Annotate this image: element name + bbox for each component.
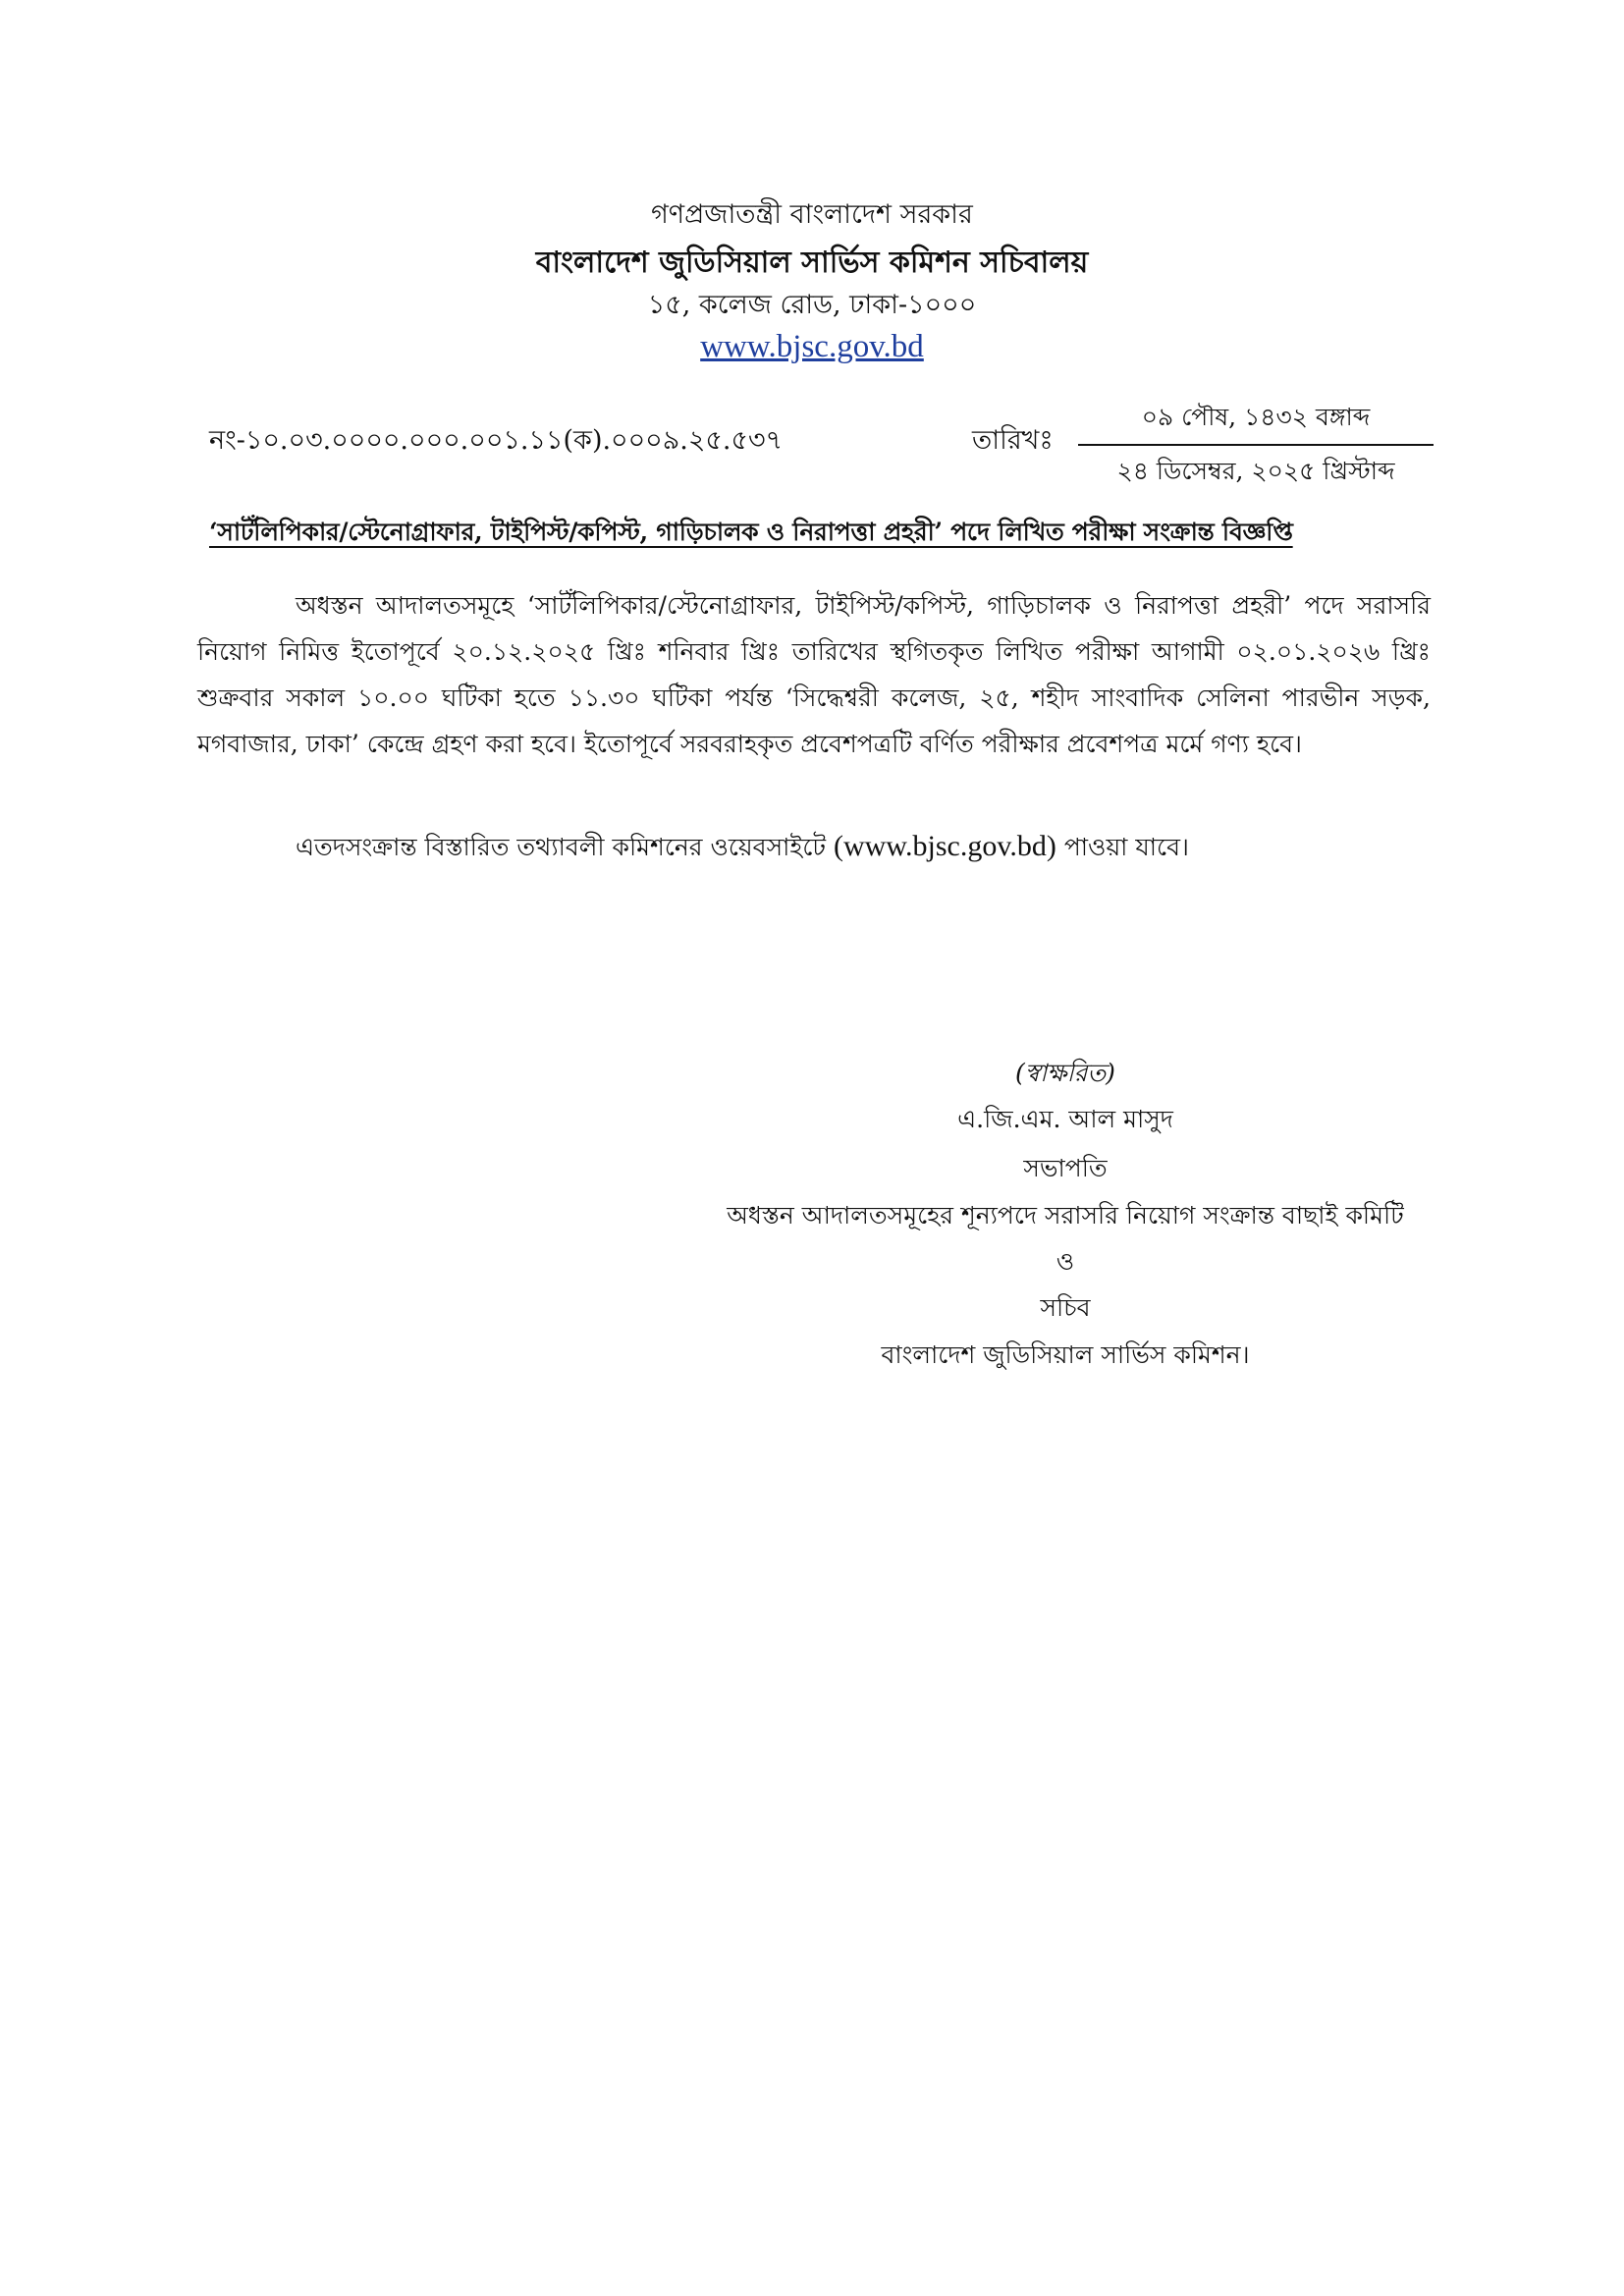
conjunction-text: ও <box>1056 1247 1075 1276</box>
organization-name: বাংলাদেশ জুডিসিয়াল সার্ভিস কমিশন। <box>881 1340 1250 1369</box>
memo-number: নং-১০.০৩.০০০০.০০০.০০১.১১(ক).০০০৯.২৫.৫৩৭ <box>209 425 784 456</box>
signatory-name: এ.জি.এম. আল মাসুদ <box>957 1105 1173 1133</box>
date-english: ২৪ ডিসেম্বর, ২০২৫ খ্রিস্টাব্দ <box>1116 457 1395 485</box>
paragraph-2-text-before: এতদসংক্রান্ত বিস্তারিত তথ্যাবলী কমিশনের ওয়েবসাইটে <box>296 833 834 861</box>
notice-paragraph-2 <box>296 828 1431 870</box>
date-bangla: ০৯ পৌষ, ১৪৩২ বঙ্গাব্দ <box>1141 403 1371 431</box>
date-block <box>1078 398 1434 494</box>
website-link[interactable]: www.bjsc.gov.bd <box>700 329 924 364</box>
secretariat-name: বাংলাদেশ জুডিসিয়াল সার্ভিস কমিশন সচিবালয় <box>535 246 1089 280</box>
paragraph-2-website: (www.bjsc.gov.bd) <box>833 830 1056 862</box>
notice-title: ‘সাটঁলিপিকার/স্টেনোগ্রাফার, টাইপিস্ট/কপিস্ট, গাড়িচালক ও নিরাপত্তা প্রহরী’ পদে লিখিত পরীক্ষা সংক্রান্ত বিজ্ঞপ্তি <box>209 518 1293 546</box>
office-address: ১৫, কলেজ রোড, ঢাকা-১০০০ <box>647 290 977 320</box>
date-label: তারিখঃ <box>972 425 1054 456</box>
government-name: গণপ্রজাতন্ত্রী বাংলাদেশ সরকার <box>651 199 973 230</box>
notice-paragraph-1: অধস্তন আদালতসমূহে ‘সাটঁলিপিকার/স্টেনোগ্রাফার, টাইপিস্ট/কপিস্ট, গাড়িচালক ও নিরাপত্তা প্রহরী’ পদে সরাসরি নিয়োগ নিমিত্ত ইতোপূর্বে ২০.১২.২০২৫ খ্রিঃ শনিবার খ্রিঃ তারিখের স্থগিতকৃত লিখিত পরীক্ষা আগামী ০২.০১.২০২৬ খ্রিঃ শুক্রবার সকাল ১০.০০ ঘটিকা হতে ১১.৩০ ঘটিকা পর্যন্ত ‘সিদ্ধেশ্বরী কলেজ, ২৫, শহীদ সাংবাদিক সেলিনা পারভীন সড়ক, মগবাজার, ঢাকা’ কেন্দ্রে গ্রহণ করা হবে। ইতোপূর্বে সরবরাহকৃত প্রবেশপত্রটি বর্ণিত পরীক্ষার প্রবেশপত্র মর্মে গণ্য হবে। <box>197 591 1431 758</box>
signatory-role: সভাপতি <box>1023 1154 1108 1182</box>
committee-name: অধস্তন আদালতসমূহের শূন্যপদে সরাসরি নিয়োগ সংক্রান্ত বাছাই কমিটি <box>727 1201 1404 1230</box>
paragraph-2-text-after: পাওয়া যাবে। <box>1056 833 1189 861</box>
signatory-title: সচিব <box>1040 1293 1091 1322</box>
signed-mark: (স্বাক্ষরিত) <box>1015 1059 1115 1087</box>
